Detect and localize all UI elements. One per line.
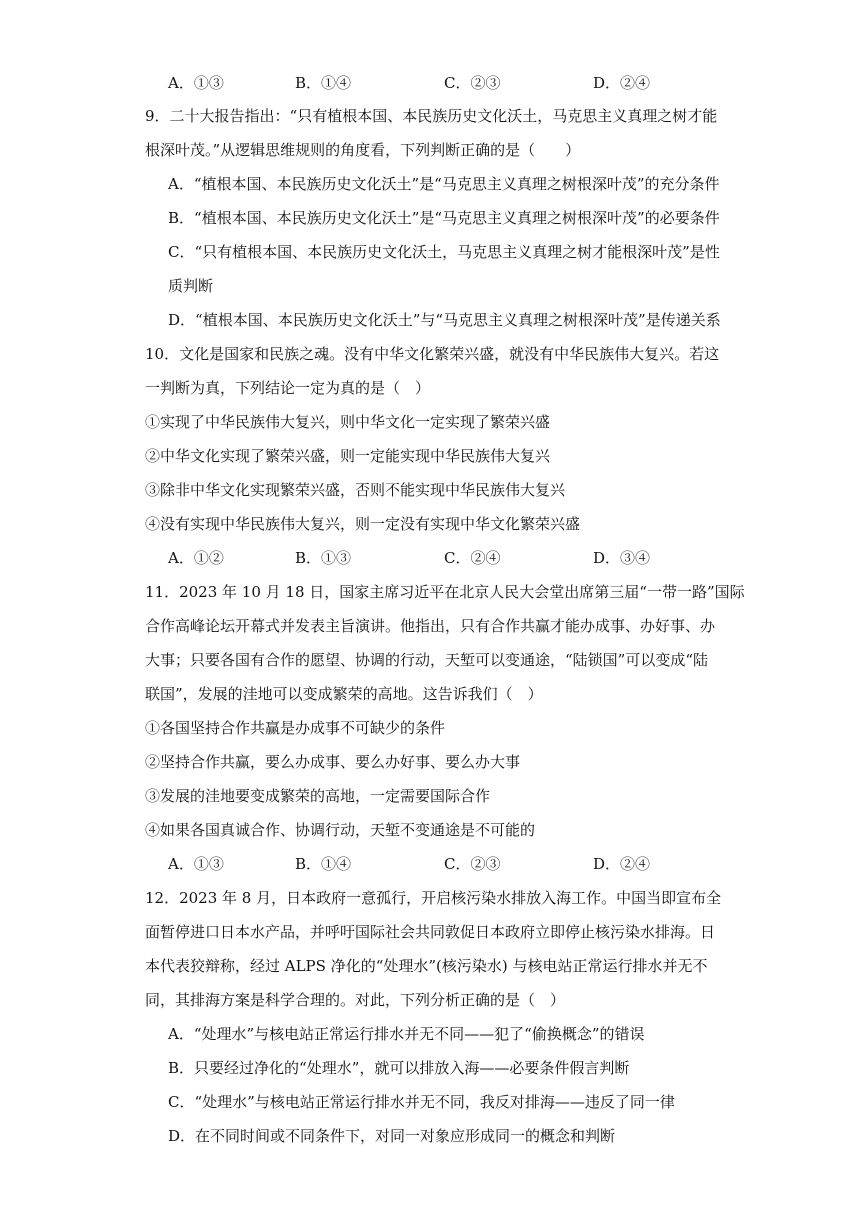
q11-item-2: ②坚持合作共赢，要么办成事、要么办好事、要么办大事 — [145, 753, 521, 771]
q10-option-c: C．②④ — [444, 549, 501, 567]
q12-option-c: C．“处理水”与核电站正常运行排水并无不同，我反对排海——违反了同一律 — [168, 1093, 675, 1111]
q9-option-c: C．“只有植根本国、本民族历史文化沃土，马克思主义真理之树才能根深叶茂”是性 — [168, 243, 720, 261]
q11-option-a: A．①③ — [168, 855, 224, 873]
q9-option-a: A．“植根本国、本民族历史文化沃土”是“马克思主义真理之树根深叶茂”的充分条件 — [168, 175, 720, 193]
q11-stem-line: 大事；只要各国有合作的愿望、协调的行动，天堑可以变通途，“陆锁国”可以变成“陆 — [145, 651, 709, 669]
q10-item-3: ③除非中华文化实现繁荣兴盛，否则不能实现中华民族伟大复兴 — [145, 481, 566, 499]
q9-option-c-continued: 质判断 — [168, 277, 214, 295]
q12-stem-line: 同，其排海方案是科学合理的。对此，下列分析正确的是（ ） — [145, 991, 566, 1009]
q8-options — [168, 73, 728, 93]
q11-item-3: ③发展的洼地要变成繁荣的高地，一定需要国际合作 — [145, 787, 491, 805]
q8-option-a: A．①③ — [168, 74, 224, 92]
q11-stem-line: 11．2023 年 10 月 18 日，国家主席习近平在北京人民大会堂出席第三届“一带一路”国际 — [145, 583, 745, 601]
q11-stem-line: 联国”，发展的洼地可以变成繁荣的高地。这告诉我们（ ） — [145, 685, 543, 703]
q11-option-d: D．②④ — [593, 855, 651, 873]
q11-item-1: ①各国坚持合作共赢是办成事不可缺少的条件 — [145, 719, 446, 737]
q8-option-c: C．②③ — [444, 74, 501, 92]
q11-item-4: ④如果各国真诚合作、协调行动，天堑不变通途是不可能的 — [145, 821, 536, 839]
q10-option-d: D．③④ — [593, 549, 651, 567]
q10-item-1: ①实现了中华民族伟大复兴，则中华文化一定实现了繁荣兴盛 — [145, 413, 551, 431]
q11-stem-line: 合作高峰论坛开幕式并发表主旨演讲。他指出，只有合作共赢才能办成事、办好事、办 — [145, 617, 716, 635]
q9-option-d: D．“植根本国、本民族历史文化沃土”与“马克思主义真理之树根深叶茂”是传递关系 — [168, 311, 721, 329]
q10-item-4: ④没有实现中华民族伟大复兴，则一定没有实现中华文化繁荣兴盛 — [145, 515, 581, 533]
q10-options — [168, 548, 728, 568]
q11-option-c: C．②③ — [444, 855, 501, 873]
q11-options — [168, 854, 728, 874]
q10-item-2: ②中华文化实现了繁荣兴盛，则一定能实现中华民族伟大复兴 — [145, 447, 551, 465]
q10-stem-line: 10．文化是国家和民族之魂。没有中华文化繁荣兴盛，就没有中华民族伟大复兴。若这 — [145, 345, 720, 363]
q8-option-d: D．②④ — [593, 74, 651, 92]
q10-stem-line: 一判断为真，下列结论一定为真的是（ ） — [145, 379, 431, 397]
q8-option-b: B．①④ — [295, 74, 352, 92]
q12-option-d: D．在不同时间或不同条件下，对同一对象应形成同一的概念和判断 — [168, 1127, 616, 1145]
q10-option-a: A．①② — [168, 549, 224, 567]
q9-stem-line: 9．二十大报告指出：“只有植根本国、本民族历史文化沃土，马克思主义真理之树才能 — [145, 107, 718, 125]
q10-option-b: B．①③ — [295, 549, 352, 567]
q12-option-a: A．“处理水”与核电站正常运行排水并无不同——犯了“偷换概念”的错误 — [168, 1025, 645, 1043]
q12-stem-line: 面暂停进口日本水产品，并呼吁国际社会共同敦促日本政府立即停止核污染水排海。日 — [145, 923, 716, 941]
q11-option-b: B．①④ — [295, 855, 352, 873]
q12-stem-line: 本代表狡辩称，经过 ALPS 净化的“处理水”(核污染水) 与核电站正常运行排水并无不 — [145, 957, 708, 975]
q9-stem-line: 根深叶茂。”从逻辑思维规则的角度看，下列判断正确的是（ ） — [145, 141, 581, 159]
q12-stem-line: 12．2023 年 8 月，日本政府一意孤行，开启核污染水排放入海工作。中国当即宣布全 — [145, 889, 722, 907]
q12-option-b: B．只要经过净化的“处理水”，就可以排放入海——必要条件假言判断 — [168, 1059, 630, 1077]
q9-option-b: B．“植根本国、本民族历史文化沃土”是“马克思主义真理之树根深叶茂”的必要条件 — [168, 209, 720, 227]
